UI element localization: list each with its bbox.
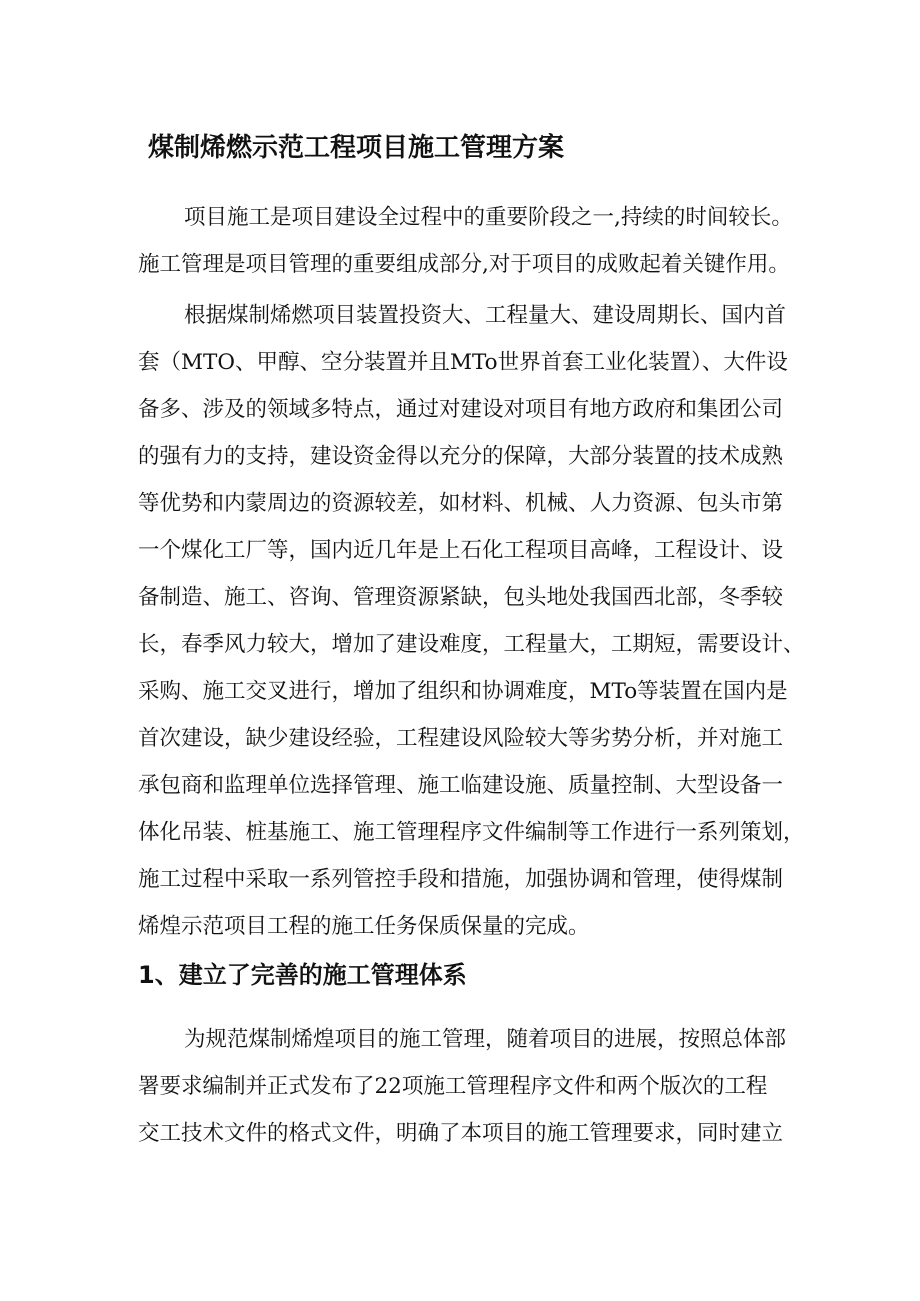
section-heading: 1、建立了完善的施工管理体系 (138, 961, 467, 989)
paragraph-line: 交工技术文件的格式文件，明确了本项目的施工管理要求，同时建立 (138, 1121, 784, 1146)
paragraph-line: 长，春季风力较大，增加了建设难度，工程量大，工期短，需要设计、 (138, 632, 805, 657)
paragraph-line: 根据煤制烯燃项目装置投资大、工程量大、建设周期长、国内首 (184, 303, 787, 328)
paragraph-line: 的强有力的支持，建设资金得以充分的保障，大部分装置的技术成熟 (138, 444, 784, 469)
paragraph-line: 一个煤化工厂等，国内近几年是上石化工程项目高峰，工程设计、设 (138, 538, 784, 563)
paragraph-line: 首次建设，缺少建设经验，工程建设风险较大等劣势分析，并对施工 (138, 726, 784, 751)
paragraph-line: 备多、涉及的领域多特点，通过对建设对项目有地方政府和集团公司 (138, 397, 784, 422)
paragraph-line: 体化吊装、桩基施工、施工管理程序文件编制等工作进行一系列策划， (138, 820, 805, 845)
paragraph-line: 等优势和内蒙周边的资源较差，如材料、机械、人力资源、包头市第 (138, 491, 784, 516)
paragraph-intro (138, 194, 798, 288)
paragraph-section-1 (138, 1016, 798, 1157)
paragraph-line: 为规范煤制烯煌项目的施工管理，随着项目的进展，按照总体部 (184, 1027, 787, 1052)
paragraph-analysis (138, 292, 805, 950)
paragraph-line: 烯煌示范项目工程的施工任务保质保量的完成。 (138, 914, 590, 939)
paragraph-line: 备制造、施工、咨询、管理资源紧缺，包头地处我国西北部，冬季较 (138, 585, 784, 610)
paragraph-line: 施工管理是项目管理的重要组成部分,对于项目的成败起着关键作用。 (138, 252, 790, 277)
paragraph-line: 套（MTO、甲醇、空分装置并且MTo世界首套工业化装置）、大件设 (138, 350, 788, 375)
paragraph-line: 采购、施工交叉进行，增加了组织和协调难度，MTo等装置在国内是 (138, 679, 788, 704)
paragraph-line: 署要求编制并正式发布了22项施工管理程序文件和两个版次的工程 (138, 1074, 768, 1099)
document-title: 煤制烯燃示范工程项目施工管理方案 (148, 133, 565, 163)
paragraph-line: 施工过程中采取一系列管控手段和措施，加强协调和管理，使得煤制 (138, 867, 784, 892)
paragraph-line: 项目施工是项目建设全过程中的重要阶段之一,持续的时间较长。 (184, 205, 793, 230)
paragraph-line: 承包商和监理单位选择管理、施工临建设施、质量控制、大型设备一 (138, 773, 784, 798)
